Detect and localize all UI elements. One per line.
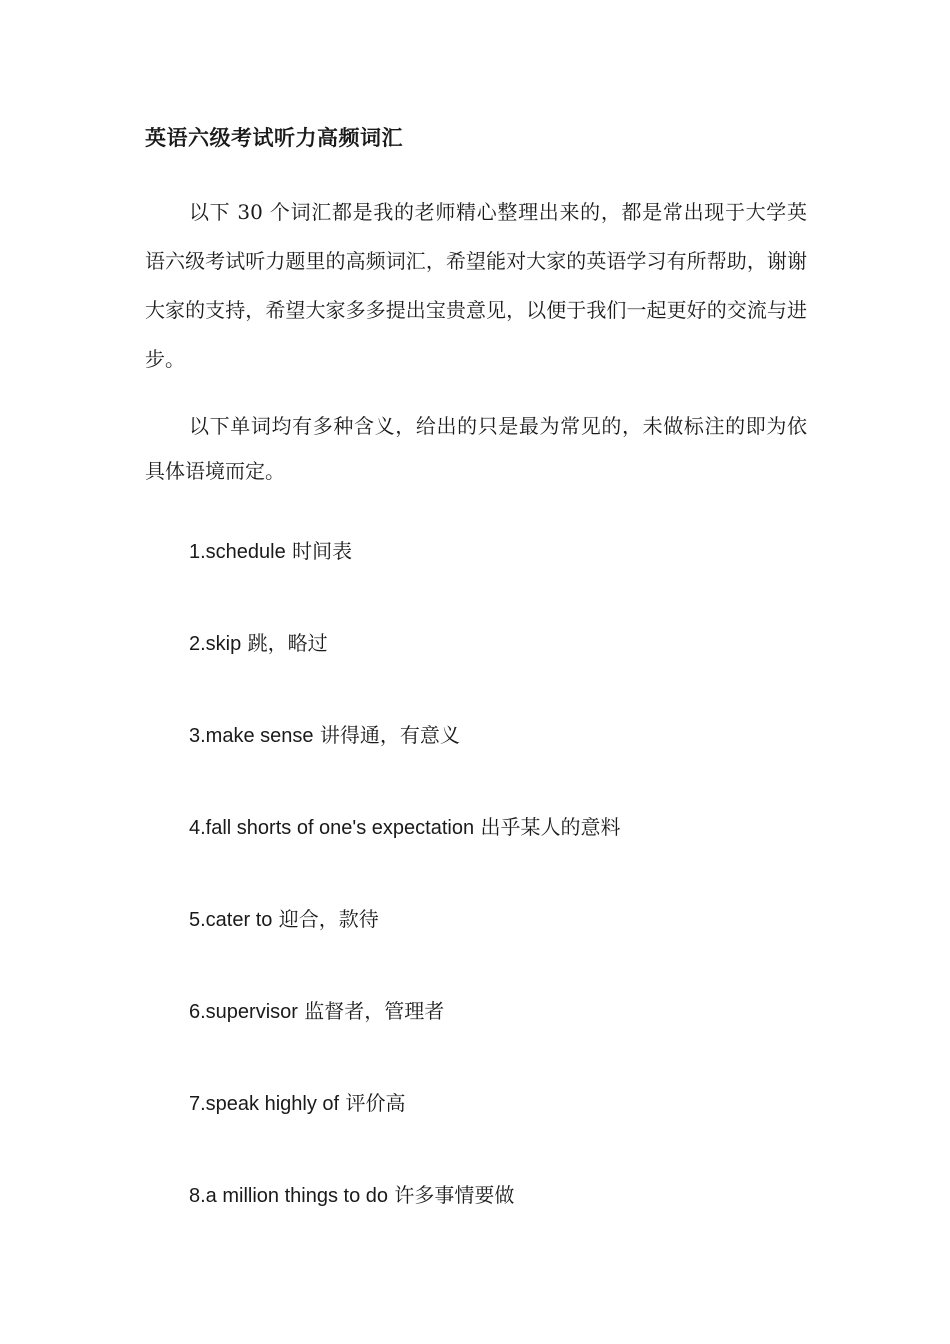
vocab-meaning: 迎合，款待 <box>278 907 379 931</box>
vocab-meaning: 许多事情要做 <box>394 1183 515 1207</box>
vocab-item <box>189 1087 405 1116</box>
vocab-meaning: 评价高 <box>345 1091 406 1115</box>
vocab-item <box>189 719 460 748</box>
vocab-item <box>189 903 379 932</box>
document-title: 英语六级考试听力高频词汇 <box>145 125 403 150</box>
vocab-meaning: 时间表 <box>292 539 353 563</box>
vocab-term: 5.cater to <box>189 909 273 931</box>
note-paragraph: 以下单词均有多种含义，给出的只是最为常见的，未做标注的即为依具体语境而定。 <box>145 414 807 483</box>
vocab-item <box>189 627 328 656</box>
vocab-term: 7.speak highly of <box>189 1093 340 1115</box>
vocab-term: 3.make sense <box>189 725 314 747</box>
vocab-item <box>189 535 352 564</box>
vocab-term: 1.schedule <box>189 541 286 563</box>
vocab-term: 4.fall shorts of one's expectation <box>189 817 475 839</box>
vocab-item <box>189 995 444 1024</box>
vocab-meaning: 讲得通，有意义 <box>319 723 460 747</box>
vocab-meaning: 出乎某人的意料 <box>480 815 621 839</box>
vocab-item <box>189 811 620 840</box>
vocab-meaning: 监督者，管理者 <box>304 999 445 1023</box>
intro-paragraph: 以下 30 个词汇都是我的老师精心整理出来的，都是常出现于大学英语六级考试听力题里的高频词汇，希望能对大家的英语学习有所帮助，谢谢大家的支持，希望大家多多提出宝贵意见，以便于我们一起更好的交流与进步。 <box>145 200 807 371</box>
vocab-term: 8.a million things to do <box>189 1185 389 1207</box>
vocab-term: 2.skip <box>189 633 242 655</box>
vocab-meaning: 跳，略过 <box>247 631 328 655</box>
vocab-item <box>189 1179 514 1208</box>
vocab-term: 6.supervisor <box>189 1001 298 1023</box>
